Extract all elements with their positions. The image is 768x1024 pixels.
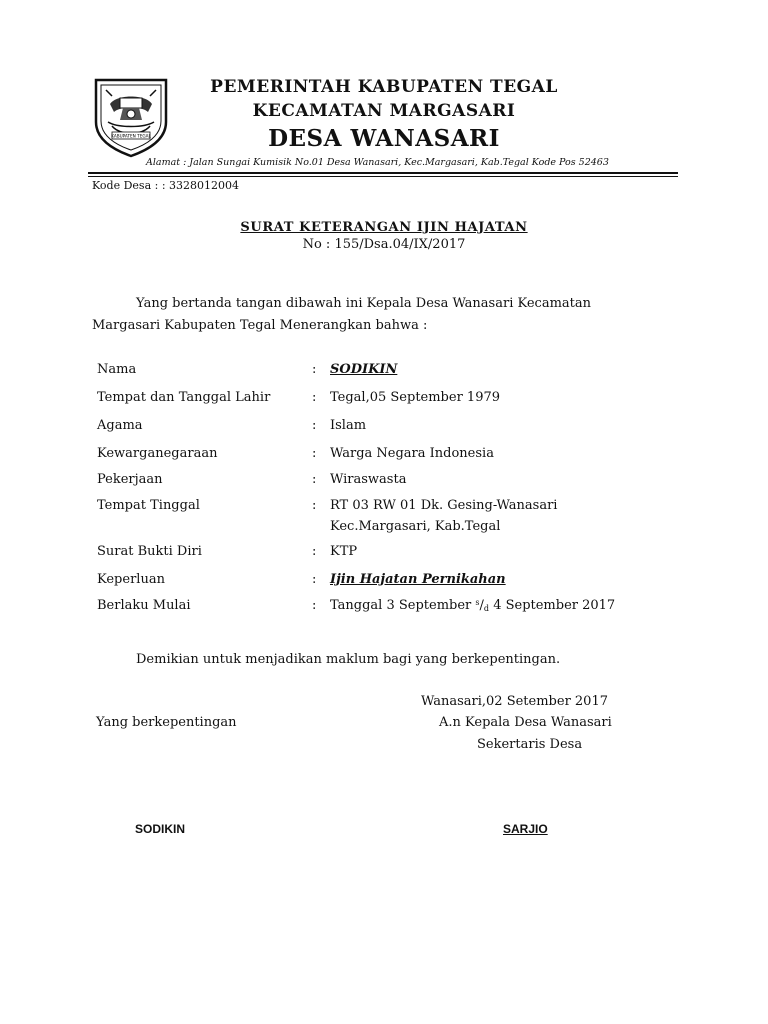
berlaku-prefix: Tanggal 3 September: [330, 598, 472, 613]
field-colon: :: [312, 498, 317, 513]
header-rule-thick: [88, 172, 678, 174]
field-ttl-label: Tempat dan Tanggal Lahir: [97, 390, 271, 405]
field-colon: :: [312, 472, 317, 487]
berlaku-slash: /: [479, 598, 484, 613]
signature-right-name: SARJIO: [503, 822, 548, 836]
field-agama-label: Agama: [97, 418, 143, 433]
field-surat-bukti-label: Surat Bukti Diri: [97, 544, 202, 559]
intro-line1: Yang bertanda tangan dibawah ini Kepala Desa Wanasari Kecamatan: [136, 296, 591, 311]
logo-text: KABUPATEN TEGAL: [111, 133, 151, 139]
field-keperluan-label: Keperluan: [97, 572, 165, 587]
field-keperluan-value: Ijin Hajatan Pernikahan: [330, 572, 506, 587]
field-nama-value: SODIKIN: [330, 362, 398, 377]
letter-number: No : 155/Dsa.04/IX/2017: [302, 237, 466, 252]
letter-title: SURAT KETERANGAN IJIN HAJATAN: [240, 220, 528, 235]
closing-text: Demikian untuk menjadikan maklum bagi yang berkepentingan.: [136, 652, 561, 667]
signature-place-date: Wanasari,02 Setember 2017: [421, 694, 608, 709]
berlaku-d: d: [483, 604, 490, 613]
field-ttl-value: Tegal,05 September 1979: [330, 390, 501, 405]
signature-left-label: Yang berkepentingan: [96, 715, 237, 730]
header-line3: DESA WANASARI: [268, 125, 500, 152]
field-tempat-tinggal-label: Tempat Tinggal: [97, 498, 200, 513]
field-tempat-tinggal-value-1: RT 03 RW 01 Dk. Gesing-Wanasari: [330, 498, 558, 513]
field-pekerjaan-value: Wiraswasta: [330, 472, 407, 487]
kode-desa: Kode Desa : : 3328012004: [92, 179, 240, 192]
header-line1: PEMERINTAH KABUPATEN TEGAL: [210, 77, 558, 97]
intro-line2: Margasari Kabupaten Tegal Menerangkan bahwa :: [92, 318, 428, 333]
field-colon: :: [312, 598, 317, 613]
berlaku-suffix: 4 September 2017: [493, 598, 616, 613]
field-berlaku-label: Berlaku Mulai: [97, 598, 191, 613]
field-kewarganegaraan-value: Warga Negara Indonesia: [330, 446, 494, 461]
signature-right-line1: A.n Kepala Desa Wanasari: [439, 715, 612, 730]
signature-right-line2: Sekertaris Desa: [477, 737, 583, 752]
field-colon: :: [312, 362, 317, 377]
field-tempat-tinggal-value-2: Kec.Margasari, Kab.Tegal: [330, 519, 501, 534]
field-agama-value: Islam: [330, 418, 367, 433]
field-colon: :: [312, 544, 317, 559]
field-kewarganegaraan-label: Kewarganegaraan: [97, 446, 218, 461]
header-rule-thin: [88, 176, 678, 177]
field-pekerjaan-label: Pekerjaan: [97, 472, 163, 487]
field-colon: :: [312, 418, 317, 433]
berlaku-s: s: [475, 598, 480, 607]
field-colon: :: [312, 390, 317, 405]
signature-left-name: SODIKIN: [135, 822, 186, 836]
field-berlaku-value: [330, 598, 615, 613]
field-nama-label: Nama: [97, 362, 137, 377]
field-surat-bukti-value: KTP: [330, 544, 358, 559]
header-line2: KECAMATAN MARGASARI: [252, 101, 516, 121]
header-address: Alamat : Jalan Sungai Kumisik No.01 Desa Wanasari, Kec.Margasari, Kab.Tegal Kode Pos 52463: [146, 157, 609, 168]
field-colon: :: [312, 446, 317, 461]
field-colon: :: [312, 572, 317, 587]
